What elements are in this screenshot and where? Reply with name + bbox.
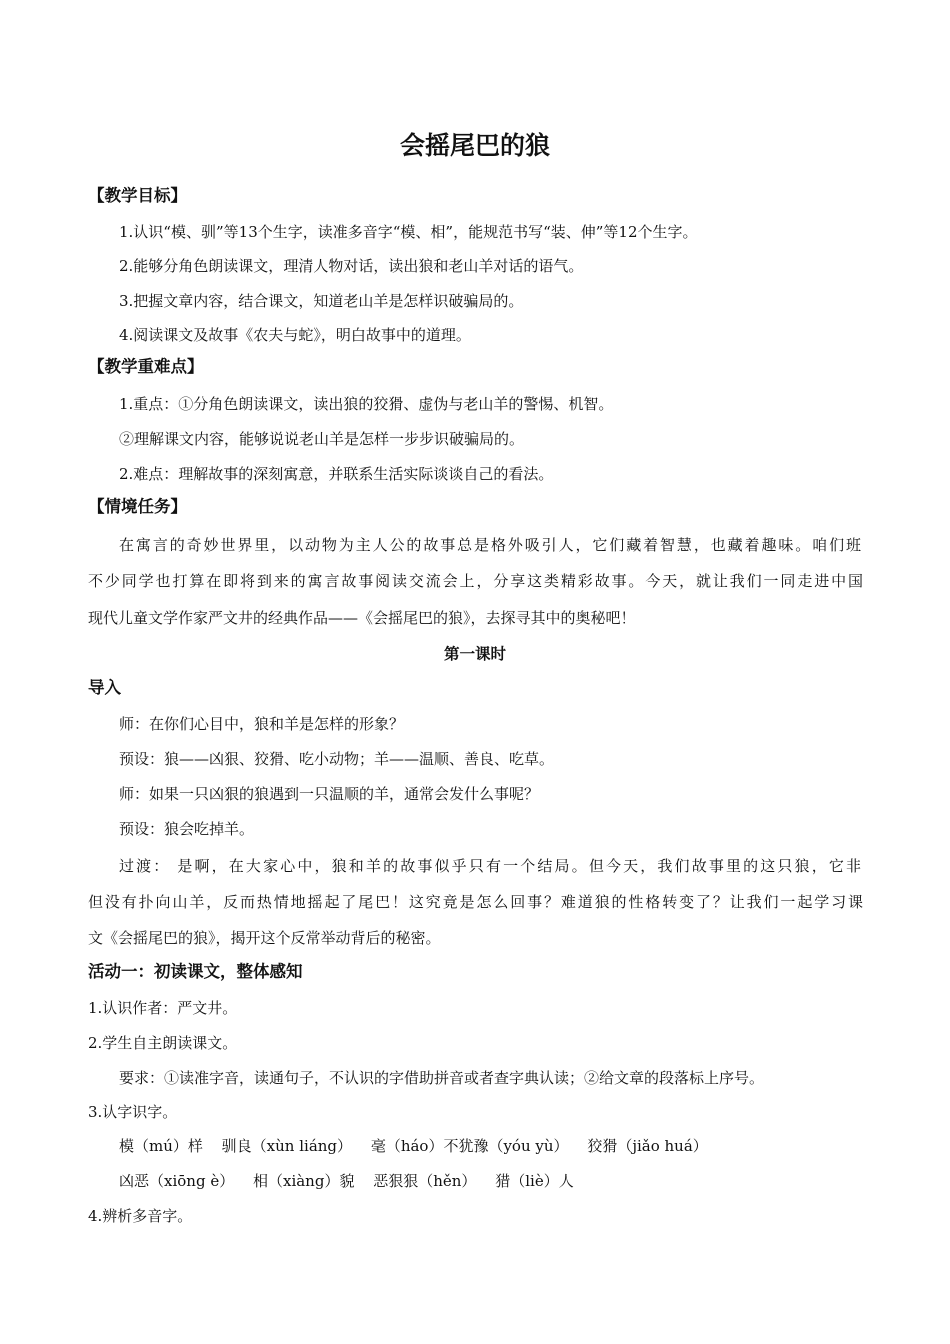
transition-line: 文《会摇尾巴的狼》，揭开这个反常举动背后的秘密。: [88, 929, 441, 947]
character-list-row: [119, 1171, 574, 1191]
key-points-heading: 【教学重难点】: [88, 357, 204, 376]
objective-item: 2.能够分角色朗读课文，理清人物对话，读出狼和老山羊对话的语气。: [119, 257, 584, 275]
character-entry: 恶狠狠（hěn）: [373, 1172, 477, 1190]
lesson-heading: 第一课时: [443, 645, 506, 663]
scenario-paragraph-line: 现代儿童文学作家严文井的经典作品——《会摇尾巴的狼》，去探寻其中的奥秘吧！: [88, 609, 636, 627]
character-entry: 驯良（xùn liáng）: [221, 1137, 353, 1155]
character-entry: 狡猾（jiǎo huá）: [587, 1137, 708, 1155]
reading-requirement: 要求：①读准字音，读通句子，不认识的字借助拼音或者查字典认读；②给文章的段落标上序号。: [119, 1069, 765, 1087]
scenario-heading: 【情境任务】: [88, 497, 187, 516]
objectives-heading: 【教学目标】: [88, 186, 187, 205]
scenario-paragraph-line: 在寓言的奇妙世界里，以动物为主人公的故事总是格外吸引人，它们藏着智慧，也藏着趣味。咱们班: [119, 536, 861, 554]
key-point-item: ②理解课文内容，能够说说老山羊是怎样一步步识破骗局的。: [119, 430, 525, 448]
character-list-row: [119, 1136, 708, 1156]
character-entry: 毫（háo）不犹豫（yóu yù）: [370, 1137, 569, 1155]
key-point-item: 1.重点：①分角色朗读课文，读出狼的狡猾、虚伪与老山羊的警惕、机智。: [119, 395, 614, 413]
objective-item: 4.阅读课文及故事《农夫与蛇》，明白故事中的道理。: [119, 326, 471, 344]
objective-item: 3.把握文章内容，结合课文，知道老山羊是怎样识破骗局的。: [119, 292, 524, 310]
intro-line: 师：如果一只凶狠的狼遇到一只温顺的羊，通常会发什么事呢？: [119, 785, 540, 803]
activity1-step: 2.学生自主朗读课文。: [88, 1034, 238, 1052]
character-entry: 猎（liè）人: [495, 1172, 574, 1190]
intro-line: 预设：狼——凶狠、狡猾、吃小动物；羊——温顺、善良、吃草。: [119, 750, 555, 768]
character-entry: 凶恶（xiōng è）: [119, 1172, 235, 1190]
intro-heading: 导入: [88, 678, 121, 697]
activity1-heading: 活动一：初读课文，整体感知: [88, 962, 303, 981]
character-entry: 模（mú）样: [119, 1137, 203, 1155]
activity1-step: 1.认识作者：严文井。: [88, 999, 238, 1017]
intro-line: 预设：狼会吃掉羊。: [119, 820, 255, 838]
transition-line: 过渡： 是啊，在大家心中，狼和羊的故事似乎只有一个结局。但今天，我们故事里的这只狼，它非: [119, 857, 861, 875]
character-entry: 相（xiàng）貌: [252, 1172, 355, 1190]
activity1-step: 3.认字识字。: [88, 1103, 178, 1121]
scenario-paragraph-line: 不少同学也打算在即将到来的寓言故事阅读交流会上，分享这类精彩故事。今天，就让我们一同走进中国: [88, 572, 863, 590]
objective-item: 1.认识“模、驯”等13个生字，读准多音字“模、相”，能规范书写“装、伸”等12个生字。: [119, 223, 698, 241]
key-point-item: 2.难点：理解故事的深刻寓意，并联系生活实际谈谈自己的看法。: [119, 465, 554, 483]
activity1-step: 4.辨析多音字。: [88, 1207, 193, 1225]
document-title: 会摇尾巴的狼: [399, 131, 550, 160]
intro-line: 师：在你们心目中，狼和羊是怎样的形象？: [119, 715, 405, 733]
transition-line: 但没有扑向山羊，反而热情地摇起了尾巴！这究竟是怎么回事？难道狼的性格转变了？让我们一起学习课: [88, 893, 863, 911]
